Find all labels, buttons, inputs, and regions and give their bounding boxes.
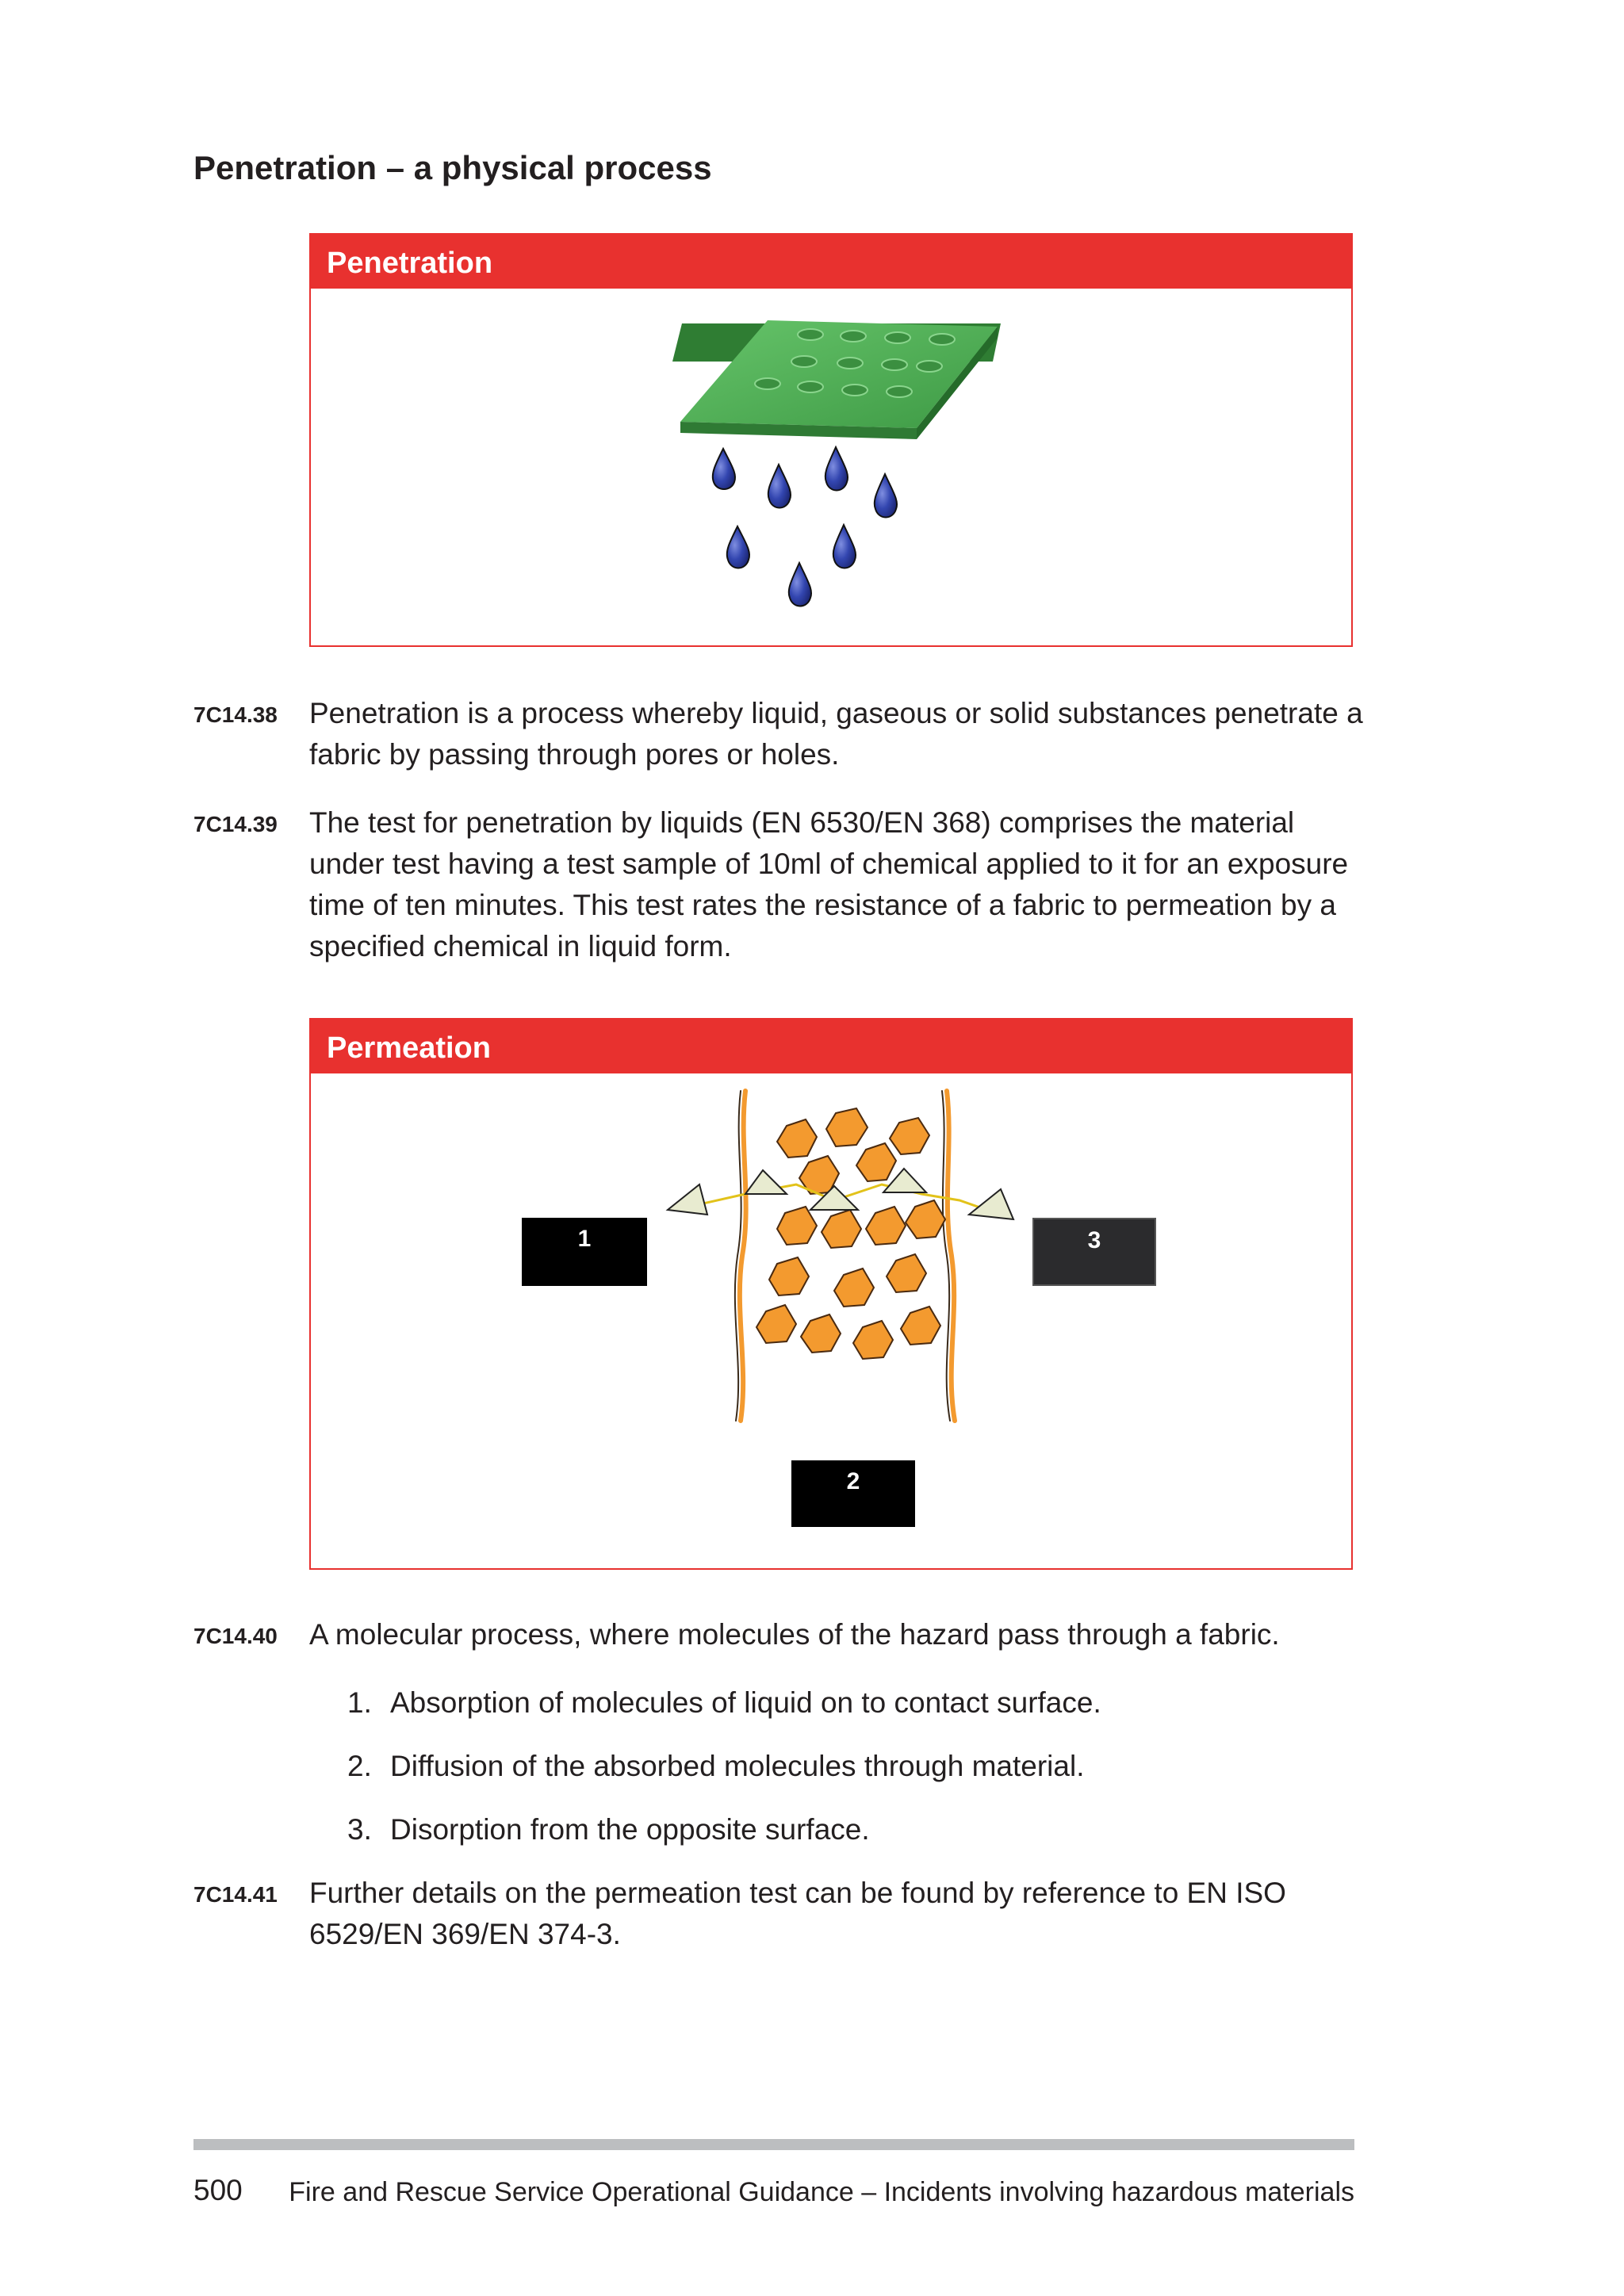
- paragraph-number: 7C14.40: [193, 1624, 278, 1648]
- paragraph-number: 7C14.38: [193, 702, 278, 727]
- paragraph-7c14-39: [193, 802, 1367, 967]
- figure-header-permeation: Permeation: [311, 1020, 1351, 1073]
- label-step-2: 2: [791, 1460, 915, 1527]
- permeation-figure: [309, 1018, 1353, 1570]
- perforated-fabric-illustration: [311, 289, 1351, 645]
- footer-title: Fire and Rescue Service Operational Guidance – Incidents involving hazardous materials: [289, 2177, 1354, 2207]
- figure-header-penetration: Penetration: [311, 235, 1351, 289]
- liquid-drops: [713, 447, 897, 607]
- paragraph-text: The test for penetration by liquids (EN 6530/EN 368) comprises the material under test having a test sample of 10ml of chemical applied to it for an exposure time of ten minutes. This test rates the resistance of a fabric to permeation by a specified chemical in liquid form.: [309, 806, 1349, 962]
- paragraph-7c14-38: [193, 693, 1367, 775]
- list-text: Absorption of molecules of liquid on to contact surface.: [390, 1686, 1101, 1719]
- paragraph-7c14-40: [193, 1614, 1367, 1655]
- list-item: [347, 1746, 1084, 1787]
- penetration-illustration: [311, 289, 1351, 645]
- paragraph-number: 7C14.39: [193, 812, 278, 836]
- paragraph-text: Penetration is a process whereby liquid, gaseous or solid substances penetrate a fabric by passing through pores or holes.: [309, 697, 1363, 771]
- molecules: [756, 1108, 945, 1359]
- list-text: Diffusion of the absorbed molecules through material.: [390, 1750, 1085, 1782]
- label-step-1: 1: [522, 1218, 647, 1286]
- paragraph-7c14-41: [193, 1873, 1367, 1955]
- paragraph-text: Further details on the permeation test can be found by reference to EN ISO 6529/EN 369/EN 374-3.: [309, 1877, 1286, 1950]
- paragraph-text: A molecular process, where molecules of the hazard pass through a fabric.: [309, 1618, 1280, 1651]
- list-number: 2.: [347, 1750, 372, 1782]
- label-step-3: 3: [1032, 1218, 1156, 1286]
- section-title: Penetration – a physical process: [193, 149, 712, 186]
- list-item: [347, 1682, 1101, 1724]
- page-number: 500: [193, 2174, 243, 2206]
- list-number: 1.: [347, 1686, 372, 1719]
- list-item: [347, 1809, 870, 1850]
- list-text: Disorption from the opposite surface.: [390, 1813, 870, 1846]
- hazard-molecules: [668, 1169, 1013, 1219]
- footer-rule: [193, 2139, 1354, 2150]
- list-number: 3.: [347, 1813, 372, 1846]
- paragraph-number: 7C14.41: [193, 1882, 278, 1907]
- penetration-figure: [309, 233, 1353, 647]
- fabric-sheet: [672, 320, 1001, 439]
- permeation-illustration: [311, 1073, 1351, 1568]
